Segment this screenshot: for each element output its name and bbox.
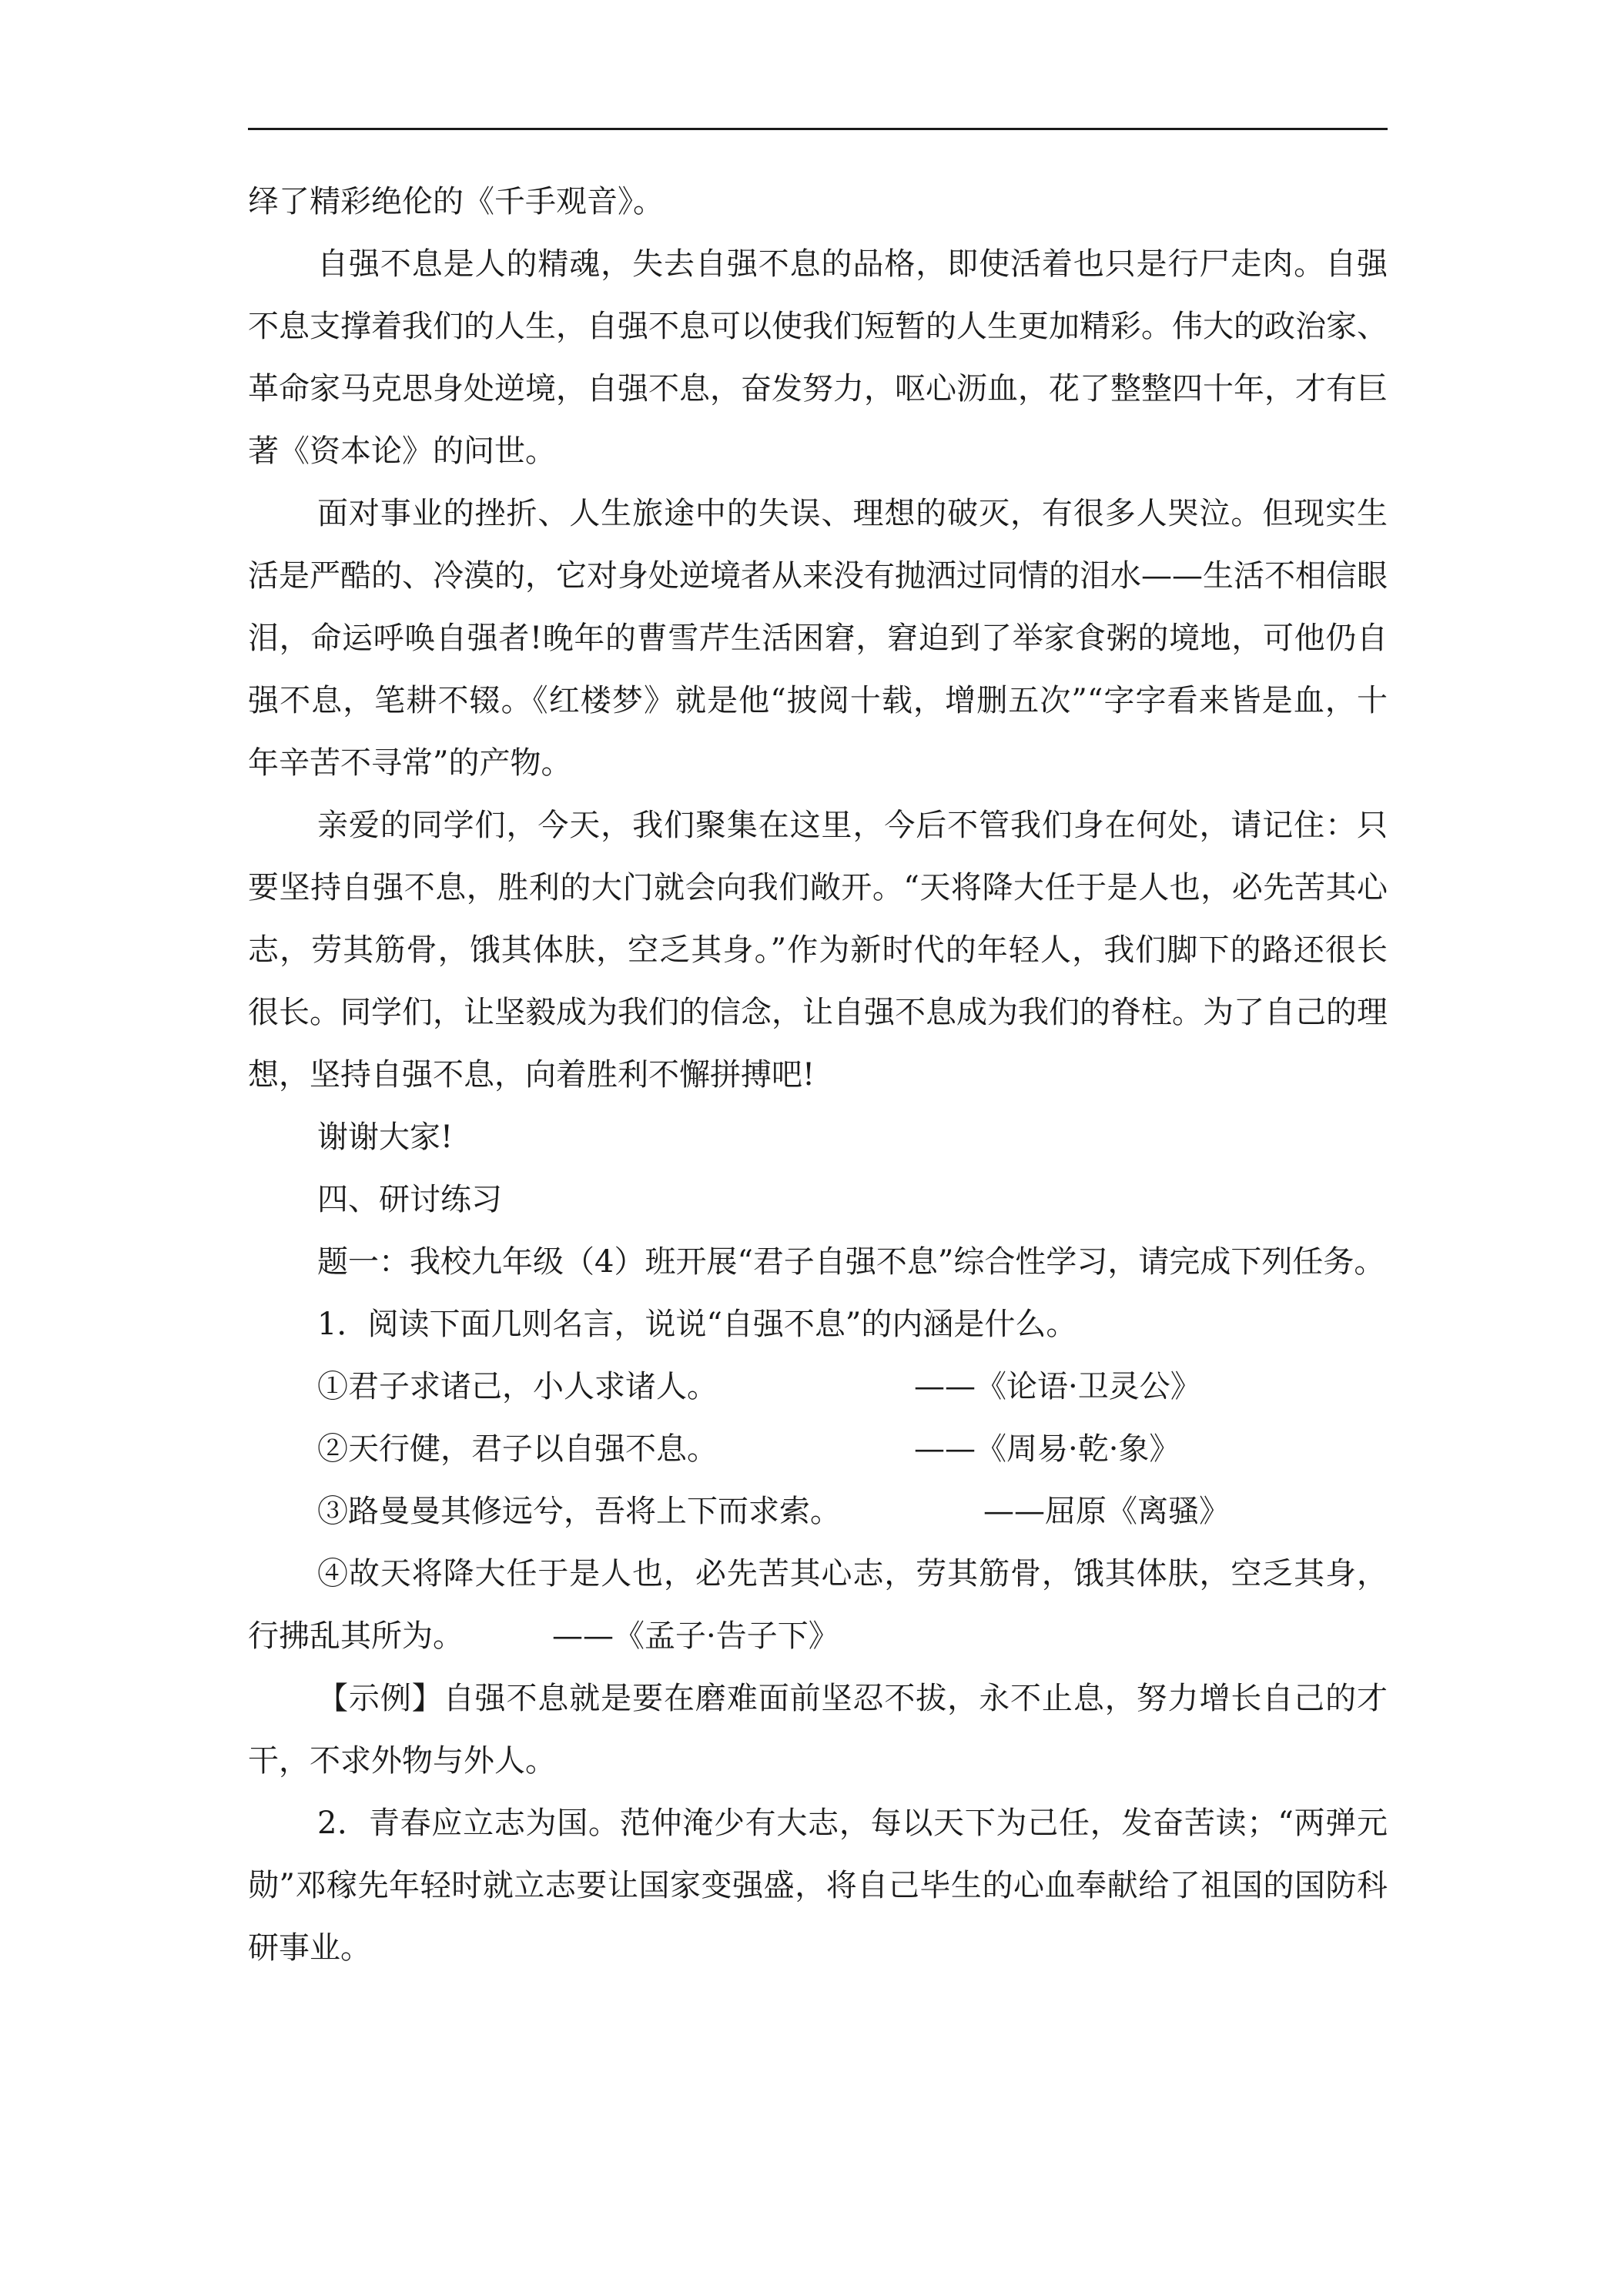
- document-body: [248, 171, 1388, 1980]
- quote-item-long: [248, 1543, 1388, 1668]
- quote-source: ——《周易·乾·象》: [914, 1431, 1180, 1467]
- quote-text: ①君子求诸己，小人求诸人。: [317, 1369, 718, 1404]
- example-label: 【示例】: [317, 1681, 444, 1716]
- quote-item: [248, 1481, 1388, 1543]
- section-heading: 四、研讨练习: [317, 1182, 502, 1217]
- paragraph-continuation: 绎了精彩绝伦的《千手观音》。: [248, 184, 664, 219]
- quote-text: ②天行健，君子以自强不息。: [317, 1431, 718, 1467]
- task-two: 2．青春应立志为国。范仲淹少有大志，每以天下为己任，发奋苦读；“两弹元勋”邓稼先年轻时就立志要让国家变强盛，将自己毕生的心血奉献给了祖国的国防科研事业。: [248, 1806, 1388, 1966]
- quote-source: ——屈原《离骚》: [983, 1494, 1230, 1529]
- example-answer: [248, 1668, 1388, 1792]
- question-one: 题一：我校九年级（4）班开展“君子自强不息”综合性学习，请完成下列任务。: [317, 1244, 1385, 1280]
- quote-item: [248, 1356, 1388, 1418]
- quote-item: [248, 1418, 1388, 1481]
- example-text: 自强不息就是要在磨难面前坚忍不拔，永不止息，努力增长自己的才干，不求外物与外人。: [248, 1681, 1388, 1779]
- header-rule: [248, 128, 1388, 130]
- quote-source: ——《论语·卫灵公》: [914, 1369, 1201, 1404]
- quote-text: ③路曼曼其修远兮，吾将上下而求索。: [317, 1494, 841, 1529]
- paragraph-adversity: 面对事业的挫折、人生旅途中的失误、理想的破灭，有很多人哭泣。但现实生活是严酷的、冷漠的，它对身处逆境者从来没有抛洒过同情的泪水——生活不相信眼泪，命运呼唤自强者!晚年的曹雪芹生活困窘，窘迫到了举家食粥的境地，可他仍自强不息，笔耕不辍。《红楼梦》就是他“披阅十载，增删五次”“字字看来皆是血，十年辛苦不寻常”的产物。: [248, 496, 1388, 781]
- paragraph-self-strengthening: 自强不息是人的精魂，失去自强不息的品格，即使活着也只是行尸走肉。自强不息支撑着我们的人生，自强不息可以使我们短暂的人生更加精彩。伟大的政治家、革命家马克思身处逆境，自强不息，奋发努力，呕心沥血，花了整整四十年，才有巨著《资本论》的问世。: [248, 246, 1388, 469]
- quote-text: ④故天将降大任于是人也，必先苦其心志，劳其筋骨，饿其体肤，空乏其身，行拂乱其所为。: [248, 1556, 1388, 1654]
- paragraph-thanks: 谢谢大家!: [317, 1120, 454, 1155]
- paragraph-exhortation: 亲爱的同学们，今天，我们聚集在这里，今后不管我们身在何处，请记住：只要坚持自强不息，胜利的大门就会向我们敞开。“天将降大任于是人也，必先苦其心志，劳其筋骨，饿其体肤，空乏其身。”作为新时代的年轻人，我们脚下的路还很长很长。同学们，让坚毅成为我们的信念，让自强不息成为我们的脊柱。为了自己的理想，坚持自强不息，向着胜利不懈拼搏吧!: [248, 808, 1388, 1093]
- task-one: 1．阅读下面几则名言，说说“自强不息”的内涵是什么。: [317, 1307, 1077, 1342]
- quote-source: ——《孟子·告子下》: [552, 1618, 839, 1654]
